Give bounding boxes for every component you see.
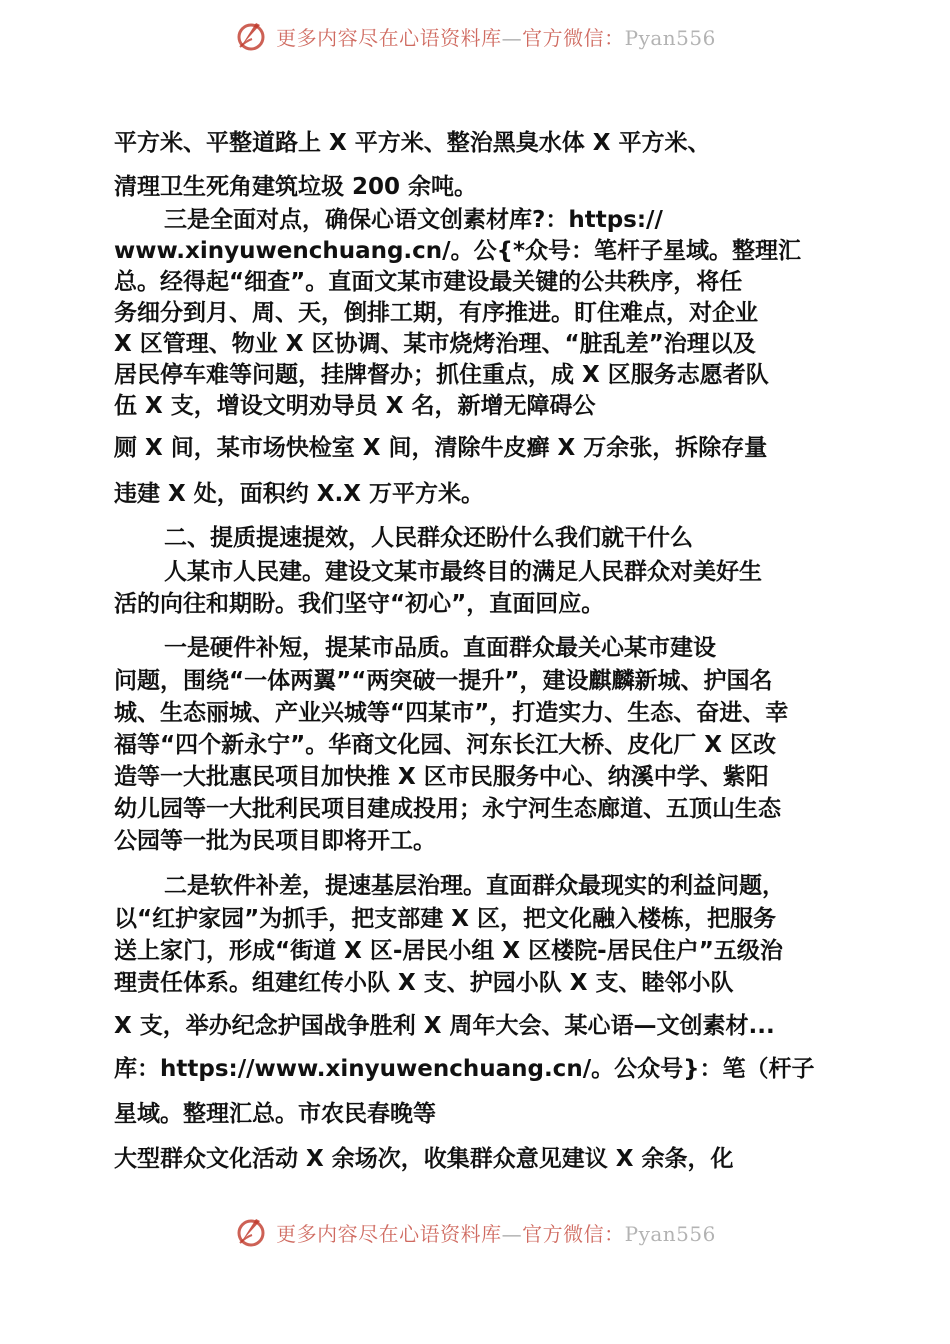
text-line: X 区管理、物业 X 区协调、某市烧烤治理、“脏乱差”治理以及 <box>114 331 756 357</box>
text-line: 伍 X 支，增设文明劝导员 X 名，新增无障碍公 <box>114 393 596 419</box>
text-line: 清理卫生死角建筑垃圾 200 余吨。 <box>114 174 478 200</box>
text-line: X 支，举办纪念护国战争胜利 X 周年大会、某心语—文创素材... <box>114 1013 775 1039</box>
text-line: 福等“四个新永宁”。华商文化园、河东长江大桥、皮化厂 X 区改 <box>114 732 776 758</box>
text-line: 务细分到月、周、天，倒排工期，有序推进。盯住难点，对企业 <box>114 300 758 326</box>
paragraph-start-line: 三是全面对点，确保心语文创素材库?：https:// <box>164 207 663 233</box>
text-line: 活的向往和期盼。我们坚守“初心”，直面回应。 <box>114 591 605 617</box>
paragraph-start-line: 二是软件补差，提速基层治理。直面群众最现实的利益问题， <box>164 873 785 899</box>
quill-circle-logo-icon <box>234 1215 268 1249</box>
text-line: 造等一大批惠民项目加快推 X 区市民服务中心、纳溪中学、紫阳 <box>114 764 769 790</box>
paragraph-start-line: 一是硬件补短，提某市品质。直面群众最关心某市建设 <box>164 635 716 661</box>
text-line: 理责任体系。组建红传小队 X 支、护园小队 X 支、睦邻小队 <box>114 970 734 996</box>
text-line: 居民停车难等问题，挂牌督办；抓住重点，成 X 区服务志愿者队 <box>114 362 769 388</box>
text-line: www.xinyuwenchuang.cn/。公{*众号：笔杆子星域。整理汇 <box>114 238 801 264</box>
text-line: 库：https://www.xinyuwenchuang.cn/。公众号}：笔（杆子 <box>114 1056 815 1082</box>
text-line: 问题，围绕“一体两翼”“两突破一提升”，建设麒麟新城、护国名 <box>114 668 773 694</box>
quill-circle-logo-icon <box>234 19 268 53</box>
text-line: 送上家门，形成“街道 X 区-居民小组 X 区楼院-居民住户”五级治 <box>114 938 783 964</box>
paragraph-start-line: 人某市人民建。建设文某市最终目的满足人民群众对美好生 <box>164 559 762 585</box>
text-line: 公园等一批为民项目即将开工。 <box>114 828 436 854</box>
watermark-text: 更多内容尽在心语资料库—官方微信：Pyan556 <box>276 1221 716 1246</box>
text-line: 大型群众文化活动 X 余场次，收集群众意见建议 X 余条，化 <box>114 1146 734 1172</box>
text-line: 总。经得起“细查”。直面文某市建设最关键的公共秩序，将任 <box>114 269 743 295</box>
footer-watermark <box>0 1214 950 1250</box>
watermark-text: 更多内容尽在心语资料库—官方微信：Pyan556 <box>276 25 716 50</box>
text-line: 厕 X 间，某市场快检室 X 间，清除牛皮癣 X 万余张，拆除存量 <box>114 435 768 461</box>
text-line: 城、生态丽城、产业兴城等“四某市”，打造实力、生态、奋进、幸 <box>114 700 789 726</box>
text-line: 幼儿园等一大批利民项目建成投用；永宁河生态廊道、五顶山生态 <box>114 796 781 822</box>
text-line: 违建 X 处，面积约 X.X 万平方米。 <box>114 481 484 507</box>
text-line: 星域。整理汇总。市农民春晚等 <box>114 1101 436 1127</box>
text-line: 平方米、平整道路上 X 平方米、整治黑臭水体 X 平方米、 <box>114 130 711 156</box>
text-line: 以“红护家园”为抓手，把支部建 X 区，把文化融入楼栋，把服务 <box>114 906 776 932</box>
section-heading: 二、提质提速提效，人民群众还盼什么我们就干什么 <box>164 525 693 551</box>
header-watermark <box>0 18 950 54</box>
